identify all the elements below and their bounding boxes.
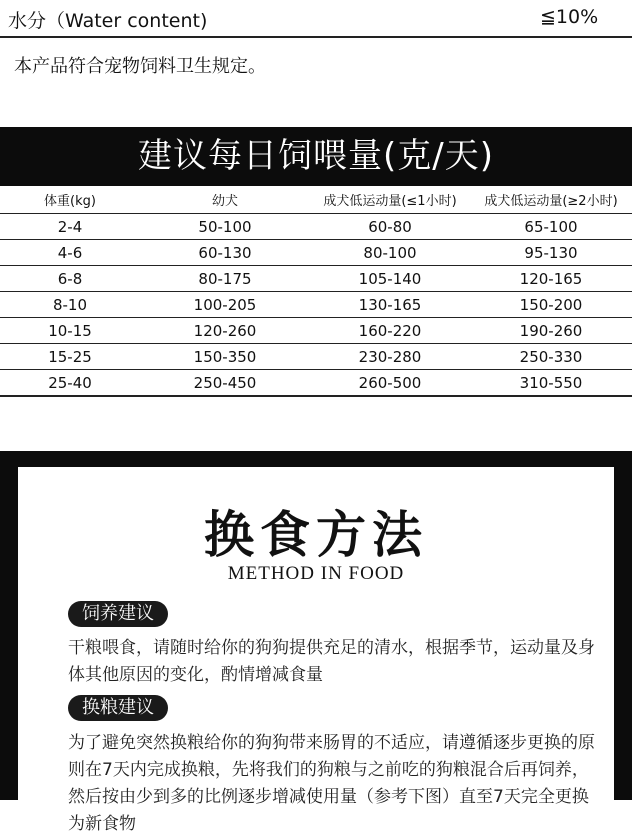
table-row bbox=[0, 266, 632, 292]
header-puppy: 幼犬 bbox=[140, 186, 310, 214]
table-cell: 6-8 bbox=[0, 266, 140, 292]
feeding-table bbox=[0, 186, 632, 397]
table-cell: 65-100 bbox=[470, 214, 632, 240]
table-cell: 10-15 bbox=[0, 318, 140, 344]
table-row bbox=[0, 370, 632, 397]
feeding-amount-title: 建议每日饲喂量(克/天) bbox=[0, 127, 632, 186]
table-cell: 8-10 bbox=[0, 292, 140, 318]
food-method-card bbox=[18, 467, 614, 834]
table-cell: 60-80 bbox=[310, 214, 470, 240]
header-adult-high-activity: 成犬低运动量(≥2小时) bbox=[470, 186, 632, 214]
table-row bbox=[0, 214, 632, 240]
table-cell: 25-40 bbox=[0, 370, 140, 397]
food-switch-advice-label: 换粮建议 bbox=[68, 695, 168, 721]
food-method-panel bbox=[0, 451, 632, 834]
table-row bbox=[0, 318, 632, 344]
table-cell: 310-550 bbox=[470, 370, 632, 397]
table-cell: 120-165 bbox=[470, 266, 632, 292]
table-cell: 150-200 bbox=[470, 292, 632, 318]
feeding-table-header-row bbox=[0, 186, 632, 214]
table-cell: 130-165 bbox=[310, 292, 470, 318]
table-cell: 190-260 bbox=[470, 318, 632, 344]
table-cell: 150-350 bbox=[140, 344, 310, 370]
table-cell: 80-100 bbox=[310, 240, 470, 266]
water-content-value: ≦10% bbox=[540, 6, 599, 28]
food-switch-advice-text: 为了避免突然换粮给你的狗狗带来肠胃的不适应，请遵循逐步更换的原则在7天内完成换粮，先将我们的狗粮与之前吃的狗粮混合后再饲养，然后按由少到多的比例逐步增减使用量（参考下图）直至7天完全更换为新食物 bbox=[68, 733, 595, 834]
water-content-row bbox=[0, 0, 632, 38]
feeding-advice-text: 干粮喂食，请随时给你的狗狗提供充足的清水，根据季节，运动量及身体其他原因的变化，酌情增减食量 bbox=[68, 638, 595, 685]
table-cell: 95-130 bbox=[470, 240, 632, 266]
table-cell: 105-140 bbox=[310, 266, 470, 292]
table-cell: 230-280 bbox=[310, 344, 470, 370]
method-title: 换食方法 bbox=[204, 506, 428, 564]
compliance-statement: 本产品符合宠物饲料卫生规定。 bbox=[14, 56, 266, 77]
table-row bbox=[0, 344, 632, 370]
table-cell: 50-100 bbox=[140, 214, 310, 240]
header-adult-low-activity: 成犬低运动量(≤1小时) bbox=[310, 186, 470, 214]
header-weight: 体重(kg) bbox=[0, 186, 140, 214]
table-cell: 100-205 bbox=[140, 292, 310, 318]
feeding-advice-label: 饲养建议 bbox=[68, 601, 168, 627]
table-cell: 4-6 bbox=[0, 240, 140, 266]
table-cell: 2-4 bbox=[0, 214, 140, 240]
table-cell: 260-500 bbox=[310, 370, 470, 397]
table-cell: 80-175 bbox=[140, 266, 310, 292]
method-subtitle: METHOD IN FOOD bbox=[227, 563, 405, 584]
table-row bbox=[0, 240, 632, 266]
table-row bbox=[0, 292, 632, 318]
table-cell: 120-260 bbox=[140, 318, 310, 344]
table-cell: 15-25 bbox=[0, 344, 140, 370]
table-cell: 250-450 bbox=[140, 370, 310, 397]
water-content-label: 水分（Water content) bbox=[8, 10, 208, 32]
table-cell: 160-220 bbox=[310, 318, 470, 344]
table-cell: 250-330 bbox=[470, 344, 632, 370]
table-cell: 60-130 bbox=[140, 240, 310, 266]
